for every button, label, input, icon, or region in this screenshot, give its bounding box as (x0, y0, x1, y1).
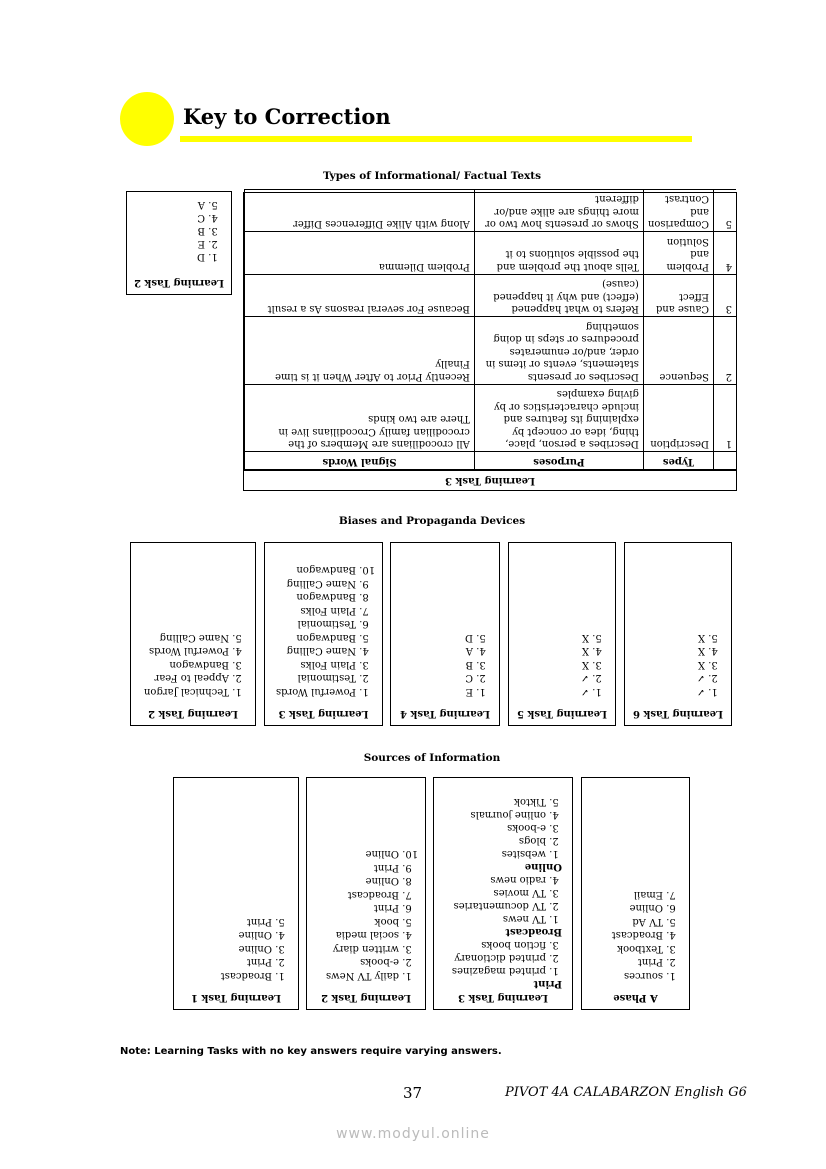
list-item: 2. blogs (438, 834, 546, 847)
lt2-info-box (126, 191, 232, 295)
list-item: 4. online journals (438, 808, 546, 821)
list-item: 7. Plain Folks (269, 604, 356, 618)
list-item: 5. TV Ad (586, 915, 663, 929)
list-item: 3. Bandwagon (135, 658, 229, 672)
table-row (245, 317, 737, 385)
row-purpose: Describes a person, place, thing, idea or concept by explaining its features and include characteristics or by giving examples (474, 385, 643, 453)
row-signals: Recently Prior to After When it is time Finally (245, 317, 475, 385)
table-row (245, 385, 737, 453)
bias-lt4-box (390, 542, 500, 726)
table-row (245, 232, 737, 275)
list-item: 3. written diary (311, 942, 399, 956)
page-title: Key to Correction (183, 104, 391, 129)
lt3-table (244, 189, 736, 470)
bias-lt2-box (130, 542, 256, 726)
list-item: 2. e-books (311, 955, 399, 969)
row-signals: Problem Dilemma (245, 232, 475, 275)
list-item: 10. Online (311, 847, 399, 861)
sources-lt2-title: Learning Task 2 (321, 992, 411, 1003)
list-item: 3. X (513, 658, 589, 672)
list-item: 7. Broadcast (311, 888, 399, 902)
row-purpose: Tells about the problem and the possible solutions to it (474, 232, 643, 275)
list-item: 1. printed magazines (438, 964, 546, 977)
col-types: Types (643, 452, 713, 470)
yellow-circle-decoration (120, 92, 174, 146)
row-type: Cause and Effect (643, 275, 713, 318)
col-num (714, 452, 737, 470)
list-item: 8. Online (311, 874, 399, 888)
row-purpose: Shows or presents how two or more things are alike and/or different (474, 190, 643, 233)
list-item: 5. Name Calling (135, 631, 229, 645)
bias-lt3-title: Learning Task 3 (278, 708, 369, 719)
sources-phase-a-box (581, 777, 690, 1010)
list-item: 4. radio news (438, 873, 546, 886)
list-item: 3. e-books (438, 821, 546, 834)
list-item: 4. A (395, 644, 473, 658)
list-item: 2. Testimonial (269, 671, 356, 685)
row-signals: Along with Alike Differences Differ (245, 190, 475, 233)
section-heading-informational: Types of Informational/ Factual Texts (322, 170, 542, 182)
note-text: Note: Learning Tasks with no key answers require varying answers. (120, 1046, 502, 1057)
bias-lt6-title: Learning Task 6 (633, 708, 723, 719)
list-item: 9. Print (311, 861, 399, 875)
group-label-broadcast: Broadcast (505, 926, 562, 937)
list-item: 3. Online (178, 942, 272, 956)
list-item: 5. X (513, 631, 589, 645)
footer-text: PIVOT 4A CALABARZON English G6 (505, 1085, 747, 1100)
list-item: 3. B (395, 658, 473, 672)
list-item: 1. E (395, 685, 473, 699)
row-num: 4 (714, 232, 737, 275)
list-item: 2. Appeal to Fear (135, 671, 229, 685)
row-type: Sequence (643, 317, 713, 385)
row-purpose: Refers to what happened (effect) and why it happened (cause) (474, 275, 643, 318)
list-item: 4. Powerful Words (135, 644, 229, 658)
row-type: Description (643, 385, 713, 453)
lt2-info-list (131, 198, 227, 263)
list-item: 1. Broadcast (178, 969, 272, 983)
list-item: 6. Testimonial (269, 617, 356, 631)
lt3-table-caption: Learning Task 3 (244, 470, 736, 490)
list-item: 4. C (131, 211, 205, 224)
row-num: 3 (714, 275, 737, 318)
list-item: 5. A (131, 198, 205, 211)
sources-lt2-box (306, 777, 426, 1010)
list-item: 4. Name Calling (269, 644, 356, 658)
col-purposes: Purposes (474, 452, 643, 470)
bias-lt2-title: Learning Task 2 (148, 708, 238, 719)
row-purpose: Describes or presents statements, events or items in order, and/or enumerates procedures or steps in doing something (474, 317, 643, 385)
row-signals: All crocodilians are Members of the crocodilian family Crocodilians live in There are two kinds (245, 385, 475, 453)
sources-lt3-box (433, 777, 573, 1010)
list-item: 2. ✓ (513, 671, 589, 685)
list-item: 3. X (629, 658, 705, 672)
table-row (245, 190, 737, 233)
list-item: 3. Plain Folks (269, 658, 356, 672)
group-label-online: Online (524, 861, 562, 872)
list-item: 7. Email (586, 888, 663, 902)
list-item: 4. Broadcast (586, 928, 663, 942)
section-heading-sources: Sources of Information (363, 752, 501, 764)
list-item: 5. X (629, 631, 705, 645)
list-item: 1. sources (586, 969, 663, 983)
row-num: 1 (714, 385, 737, 453)
section-heading-biases: Biases and Propaganda Devices (338, 515, 526, 527)
bias-lt5-title: Learning Task 5 (517, 708, 607, 719)
bias-lt4-title: Learning Task 4 (400, 708, 490, 719)
list-item: 4. social media (311, 928, 399, 942)
list-item: 5. Tiktok (438, 795, 546, 808)
list-item: 2. printed dictionary (438, 951, 546, 964)
row-type: Problem and Solution (643, 232, 713, 275)
list-item: 10. Bandwagon (269, 563, 356, 577)
list-item: 1. Powerful Words (269, 685, 356, 699)
list-item: 1. ✓ (629, 685, 705, 699)
row-signals: Because For several reasons As a result (245, 275, 475, 318)
list-item: 3. fiction books (438, 938, 546, 951)
list-item: 8. Bandwagon (269, 590, 356, 604)
list-item: 5. book (311, 915, 399, 929)
list-item: 3. B (131, 224, 205, 237)
list-item: 9. Name Calling (269, 577, 356, 591)
title-underline (180, 136, 692, 142)
lt2-info-title: Learning Task 2 (134, 277, 224, 288)
list-item: 4. Online (178, 928, 272, 942)
list-item: 2. E (131, 237, 205, 250)
sources-lt1-box (173, 777, 299, 1010)
bias-lt5-box (508, 542, 616, 726)
page-number: 37 (403, 1084, 423, 1102)
list-item: 1. ✓ (513, 685, 589, 699)
col-signals: Signal Words (245, 452, 475, 470)
list-item: 1. TV news (438, 912, 546, 925)
list-item: 4. X (629, 644, 705, 658)
list-item: 2. C (395, 671, 473, 685)
list-item: 2. TV documentaries (438, 899, 546, 912)
bias-lt6-box (624, 542, 732, 726)
lt3-table-box (243, 192, 737, 491)
phase-a-title: A Phase (613, 992, 658, 1003)
list-item: 1. daily TV News (311, 969, 399, 983)
list-item: 2. Print (178, 955, 272, 969)
list-item: 5. Print (178, 915, 272, 929)
group-label-print: Print (533, 978, 562, 989)
sources-lt1-title: Learning Task 1 (191, 992, 281, 1003)
list-item: 2. Print (586, 955, 663, 969)
list-item: 4. X (513, 644, 589, 658)
list-item: 5. D (395, 631, 473, 645)
watermark-text: www.modyul.online (336, 1126, 490, 1142)
list-item: 6. Online (586, 901, 663, 915)
row-num: 5 (714, 190, 737, 233)
list-item: 2. ✓ (629, 671, 705, 685)
list-item: 1. websites (438, 847, 546, 860)
list-item: 3. Textbook (586, 942, 663, 956)
list-item: 1. D (131, 250, 205, 263)
list-item: 3. TV movies (438, 886, 546, 899)
bias-lt3-box (264, 542, 383, 726)
table-row (245, 275, 737, 318)
row-type: Comparison and Contrast (643, 190, 713, 233)
row-num: 2 (714, 317, 737, 385)
list-item: 5. Bandwagon (269, 631, 356, 645)
list-item: 6. Print (311, 901, 399, 915)
list-item: 1. Technical Jargon (135, 685, 229, 699)
sources-lt3-title: Learning Task 3 (458, 992, 548, 1003)
